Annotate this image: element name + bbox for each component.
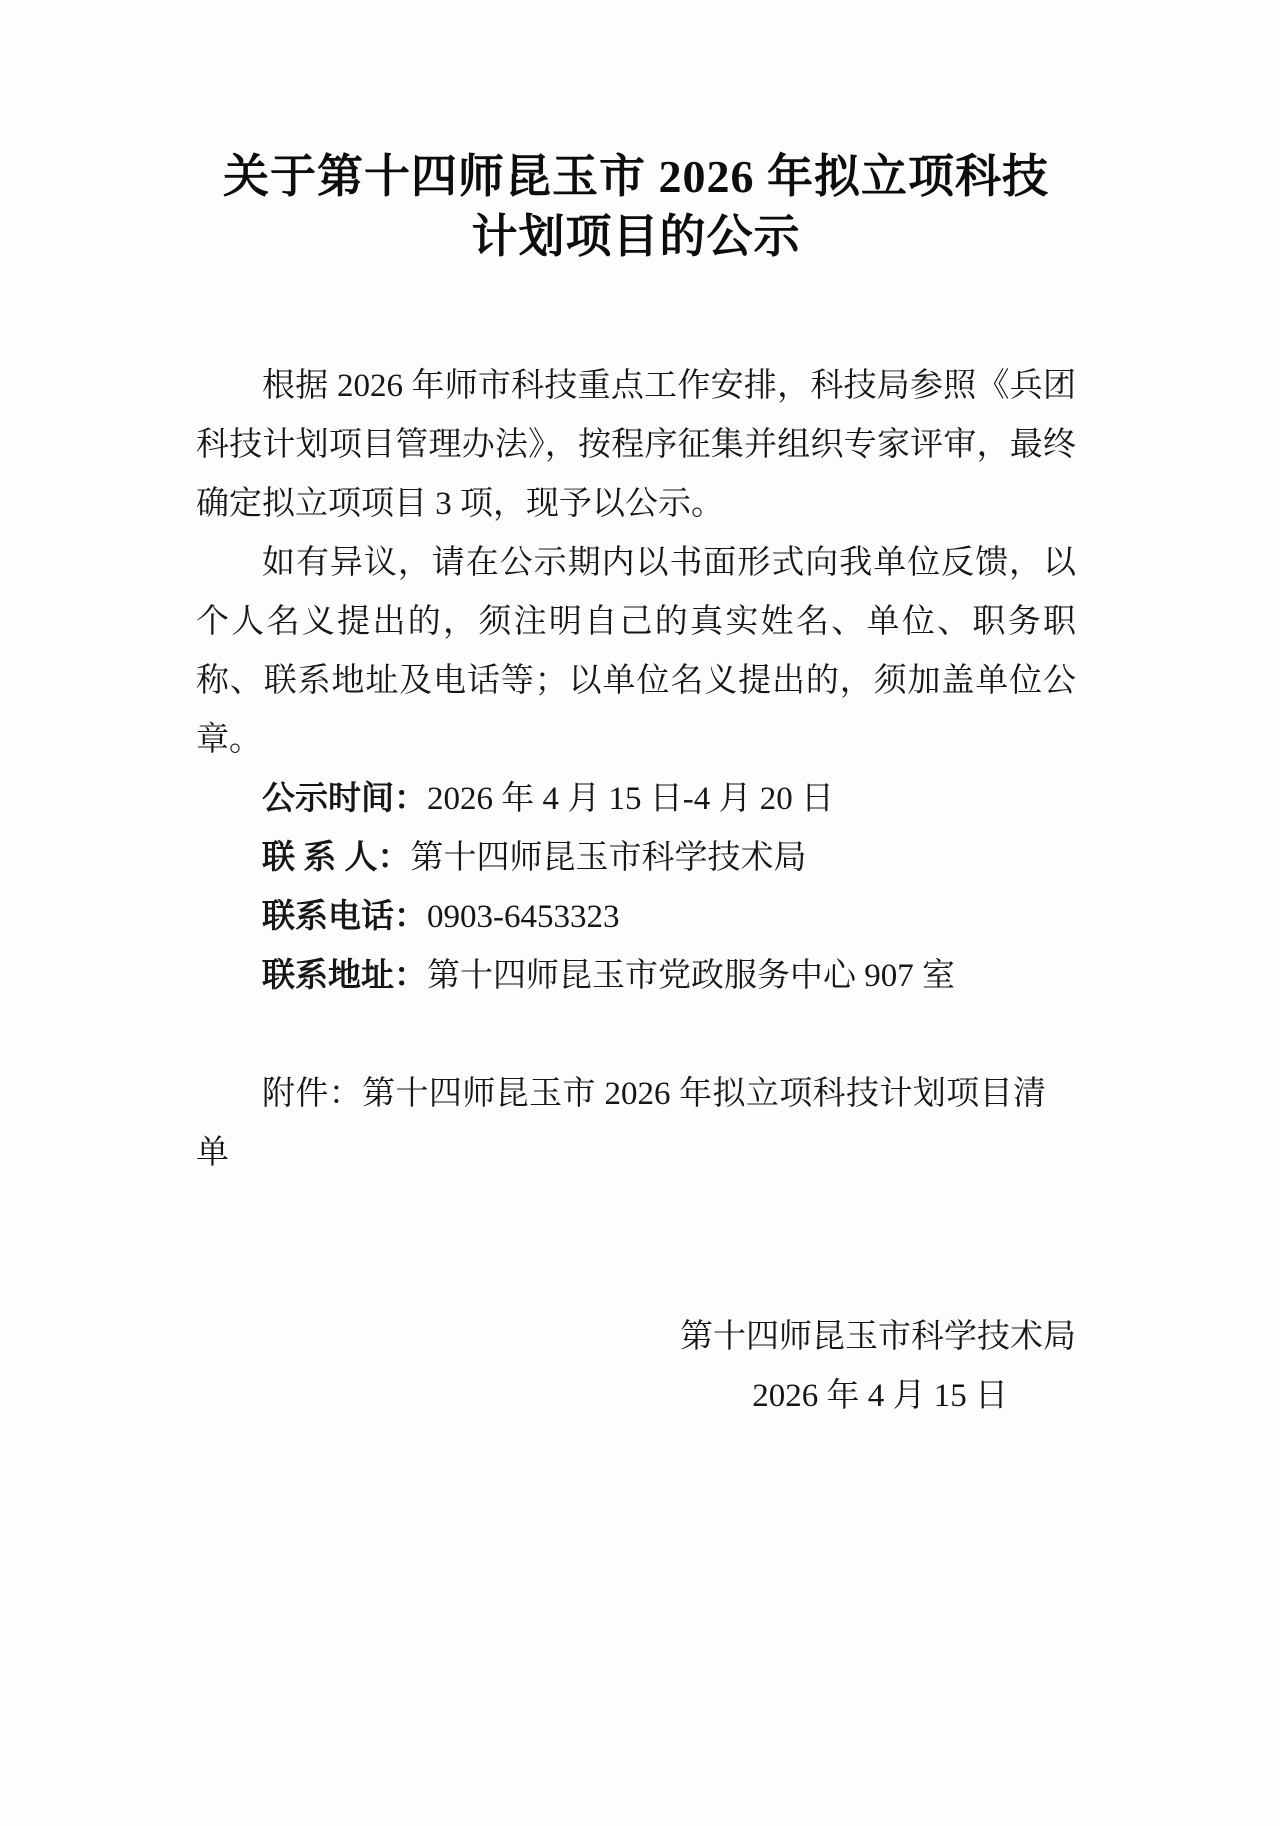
document-body <box>196 357 1076 1426</box>
info-row-contact-phone <box>196 888 1076 947</box>
title-line-2: 计划项目的公示 <box>471 211 801 262</box>
signature-date: 2026 年 4 月 15 日 <box>752 1378 1008 1414</box>
info-row-contact-address <box>196 947 1076 1006</box>
publicity-period-value: 2026 年 4 月 15 日-4 月 20 日 <box>427 781 834 817</box>
publicity-period-label: 公示时间： <box>262 781 427 817</box>
signature-block <box>196 1308 1076 1426</box>
info-row-contact-person <box>196 829 1076 888</box>
document-content <box>196 147 1076 1426</box>
contact-phone-value: 0903-6453323 <box>427 899 620 935</box>
attachment-line: 附件：第十四师昆玉市 2026 年拟立项科技计划项目清单 <box>196 1076 1046 1171</box>
info-row-publicity-period <box>196 770 1076 829</box>
contact-address-value: 第十四师昆玉市党政服务中心 907 室 <box>427 958 955 994</box>
page-title <box>196 147 1076 267</box>
contact-address-label: 联系地址： <box>262 958 427 994</box>
contact-person-label: 联 系 人： <box>262 840 411 876</box>
title-line-1: 关于第十四师昆玉市 2026 年拟立项科技 <box>223 151 1049 202</box>
paragraph-basis: 根据 2026 年师市科技重点工作安排，科技局参照《兵团科技计划项目管理办法》，按程序征集并组织专家评审，最终确定拟立项项目 3 项，现予以公示。 <box>196 368 1076 522</box>
contact-person-value: 第十四师昆玉市科学技术局 <box>410 840 807 876</box>
contact-phone-label: 联系电话： <box>262 899 427 935</box>
paragraph-objection: 如有异议，请在公示期内以书面形式向我单位反馈，以个人名义提出的，须注明自己的真实姓名、单位、职务职称、联系地址及电话等；以单位名义提出的，须加盖单位公章。 <box>196 545 1076 758</box>
signature-organization: 第十四师昆玉市科学技术局 <box>680 1319 1076 1355</box>
